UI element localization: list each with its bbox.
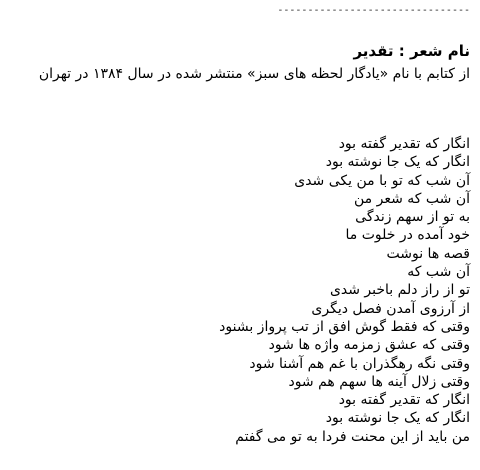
intro-text: از کتابم با نام «یادگار لحظه های سبز» منتشر شده در سال ۱۳۸۴ در تهران xyxy=(38,66,470,82)
poem-line: انگار که تقدیر گفته بود xyxy=(338,392,470,409)
poem-line: آن شب که شعر من xyxy=(354,190,470,207)
poem-line: آن شب که تو با من یکی شدی xyxy=(294,172,470,189)
poem-line: وقتی زلال آینه ها سهم هم شود xyxy=(288,373,470,390)
poem-line: آن شب که xyxy=(407,264,470,281)
poem-line: قصه ها نوشت xyxy=(386,245,470,262)
poem-line: انگار که یک جا نوشته بود xyxy=(325,154,470,171)
poem-line: تو از راز دلم باخبر شدی xyxy=(329,282,470,299)
poem-line: انگار که تقدیر گفته بود xyxy=(338,136,470,152)
poem-body xyxy=(219,135,470,446)
poem-line: وقتی که فقط گوش افق از تب پرواز بشنود xyxy=(219,318,470,335)
poem-line: به تو از سهم زندگی xyxy=(355,209,470,226)
poem-title: نام شعر : تقدیر xyxy=(353,42,470,60)
poem-line: انگار که یک جا نوشته بود xyxy=(325,410,470,427)
poem-line: خود آمده در خلوت ما xyxy=(345,227,470,244)
poem-line: وقتی نگه رهگذران با غم هم آشنا شود xyxy=(249,355,470,372)
poem-line: من باید از این محنت فردا به تو می گفتم xyxy=(235,428,470,445)
poem-line: از آرزوی آمدن فصل دیگری xyxy=(311,300,470,317)
poem-line: وقتی که عشق زمزمه واژه ها شود xyxy=(268,337,470,354)
dashed-divider: -------------------------------- xyxy=(277,5,470,16)
